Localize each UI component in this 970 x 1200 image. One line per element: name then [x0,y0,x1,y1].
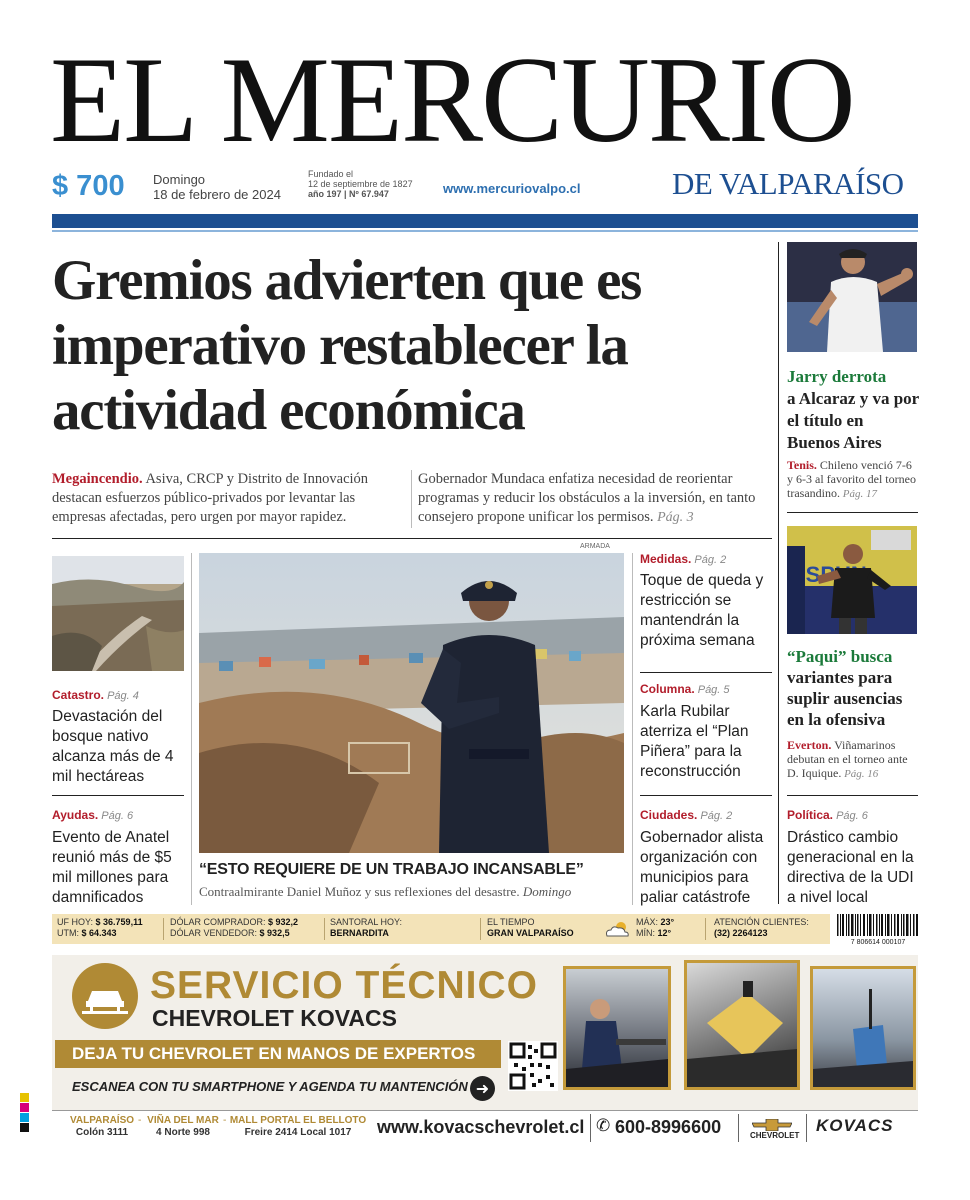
navy-officer-illustration [199,553,624,853]
location-address: 4 Norte 998 [156,1127,210,1138]
info-separator [163,918,164,940]
tennis-photo[interactable] [787,242,917,352]
paqui-headline-rest: variantes para suplir ausencias en la ofensiva [787,668,903,729]
photo-quote[interactable]: “ESTO REQUIERE DE UN TRABAJO INCANSABLE” [199,861,584,878]
utm-label: UTM: [57,928,79,938]
barcode-icon [836,914,920,936]
page-reference: Pág. 2 [697,810,733,822]
main-photo[interactable] [199,553,624,853]
phone-icon: ✆ [596,1116,611,1136]
ad-photo-mechanic [563,966,671,1090]
location-vina [143,1115,223,1139]
catastro-kicker-label: Catastro. [52,688,105,702]
founded-info [308,169,413,199]
photo-caption-text: Contraalmirante Daniel Muñoz y sus reflexiones del desastre. [199,884,520,899]
location-address: Freire 2414 Local 1017 [244,1127,352,1138]
ad-separator [590,1114,591,1142]
section-divider [787,512,918,513]
lead-deck-left [52,470,407,527]
masthead-divider-thin [52,230,918,232]
registration-mark-magenta [20,1103,29,1112]
ad-photo-oil [684,960,800,1090]
tennis-player-illustration [787,242,917,352]
uf-value: $ 36.759,11 [95,917,143,927]
max-value: 23° [660,917,675,927]
columna-kicker-label: Columna. [640,682,695,696]
ad-banner-text: DEJA TU CHEVROLET EN MANOS DE EXPERTOS [72,1044,476,1063]
location-separator: - [223,1115,227,1126]
customer-service-label: ATENCIÓN CLIENTES: [714,917,809,927]
photo-caption [199,884,629,900]
aerial-landscape-illustration [52,556,184,671]
page-reference: Pág. 5 [694,684,730,696]
registration-mark-cyan [20,1113,29,1122]
columna-headline[interactable]: Karla Rubilar aterriza el “Plan Piñera” para la reconstrucción [640,703,749,780]
santoral-label: SANTORAL HOY: [330,917,403,927]
cloud-icon [603,920,631,942]
lead-kicker: Megaincendio. [52,471,143,487]
masthead-divider [52,214,918,228]
location-address: Colón 3111 [75,1127,129,1138]
photo-credit: ARMADA [580,543,610,550]
masthead-subtitle: DE VALPARAÍSO [672,166,904,201]
dolar-comp-value: $ 932,2 [268,917,299,927]
football-photo[interactable] [787,526,917,634]
dolar-info [170,917,298,939]
jarry-deck [787,458,919,501]
ad-divider [52,1110,918,1111]
location-city: VALPARAÍSO [69,1115,135,1126]
year-issue: año 197 | Nº 67.947 [308,189,389,199]
dolar-vend-value: $ 932,5 [259,928,290,938]
section-divider [640,672,772,673]
ayudas-headline[interactable]: Evento de Anatel reunió más de $5 mil millones para damnificados [52,829,172,906]
ad-scan-text: ESCANEA CON TU SMARTPHONE Y AGENDA TU MANTENCIÓN [72,1079,468,1094]
car-lift-icon [72,963,138,1029]
ad-website-link[interactable]: www.kovacschevrolet.cl [377,1117,585,1137]
barcode [836,914,920,944]
page-reference: Pág. 4 [104,690,139,702]
paqui-headline[interactable] [787,646,919,730]
website-link[interactable]: www.mercuriovalpo.cl [443,181,581,196]
chevrolet-brand: CHEVROLET [750,1131,800,1140]
paqui-headline-lead: “Paqui” busca [787,647,893,666]
page-reference: Pág. 6 [98,810,134,822]
lead-deck-left-text: Asiva, CRCP y Distrito de Innovación destacan esfuerzos público-privados por levantar las empresas afectadas, pero urgen por mayor rapidez. [52,471,369,525]
ciudades-kicker-label: Ciudades. [640,808,698,822]
section-divider [640,795,772,796]
ad-separator [806,1114,807,1142]
paqui-deck-text: Viñamarinos debutan en el torneo ante D. Iquique. [787,738,908,780]
location-belloto [228,1115,368,1139]
info-separator [480,918,481,940]
lead-deck-right-text: Gobernador Mundaca enfatiza necesidad de reorientar programas y reducir los obstáculos a la inversión, en tanto consejero propone unificar los permisos. [418,471,756,525]
issue-date [153,172,281,202]
weather-label: EL TIEMPO [487,917,535,927]
uf-utm-info [57,917,143,939]
politica-headline[interactable]: Drástico cambio generacional en la directiva de la UDI a nivel local [787,829,914,906]
burned-forest-photo[interactable] [52,556,184,671]
lead-headline[interactable]: Gremios advierten que es imperativo restablecer la actividad económica [52,249,642,442]
qr-code-icon[interactable] [508,1041,558,1091]
issue-day: Domingo [153,172,206,187]
weather-location: GRAN VALPARAÍSO [487,928,574,938]
page-reference: Pág. 6 [833,810,868,822]
location-valparaiso [62,1115,142,1139]
kovacs-brand: KOVACS [816,1116,894,1135]
ad-separator [738,1114,739,1142]
caption-section: Domingo [519,884,572,899]
medidas-headline[interactable]: Toque de queda y restricción se mantendrán la próxima semana [640,572,764,649]
section-divider [52,538,772,539]
jarry-deck-text: Chileno venció 7-6 y 6-3 al favorito del torneo trasandino. [787,458,916,500]
temperature-info [636,917,674,939]
page-reference: Pág. 2 [691,554,727,566]
deck-divider [411,470,412,528]
customer-service-phone: (32) 2264123 [714,928,768,938]
medidas-kicker [640,552,726,566]
location-city: MALL PORTAL EL BELLOTO [229,1115,367,1126]
jarry-headline-rest: a Alcaraz y va por el título en Buenos Aires [787,389,919,452]
arrow-right-icon[interactable]: ➜ [470,1076,495,1101]
ciudades-kicker [640,808,732,822]
medidas-kicker-label: Medidas. [640,552,692,566]
politica-kicker [787,808,868,822]
masthead-title: EL MERCURIO [50,31,854,168]
santoral-info [330,917,402,939]
page-reference: Pág. 3 [653,510,694,525]
registration-mark-black [20,1123,29,1132]
min-value: 12° [657,928,672,938]
info-separator [324,918,325,940]
page-reference: Pág. 16 [841,768,879,780]
catastro-headline[interactable]: Devastación del bosque nativo alcanza más de 4 mil hectáreas [52,708,174,785]
barcode-number: 7 806614 000107 [850,939,906,946]
ad-subtitle: CHEVROLET KOVACS [152,1005,397,1031]
lead-deck-right [418,470,773,527]
santoral-value: BERNARDITA [330,928,389,938]
section-divider [52,795,184,796]
ayudas-kicker-label: Ayudas. [52,808,99,822]
issue-full-date: 18 de febrero de 2024 [153,187,281,202]
football-coach-illustration [787,526,917,634]
registration-mark-yellow [20,1093,29,1102]
utm-value: $ 64.343 [81,928,117,938]
ciudades-headline[interactable]: Gobernador alista organización con municipios para paliar catástrofe [640,829,764,906]
columna-kicker [640,682,730,696]
weather-info [487,917,574,939]
ad-photo-fluid [810,966,916,1090]
location-city: VIÑA DEL MAR [147,1115,219,1126]
location-separator: - [138,1115,142,1126]
min-label: MÍN: [636,928,655,938]
ad-phone[interactable]: 600-8996600 [615,1117,722,1137]
ad-title: SERVICIO TÉCNICO [150,964,539,1007]
section-divider [787,795,918,796]
cover-price: $ 700 [52,170,125,202]
paqui-deck [787,738,919,781]
ayudas-kicker [52,808,133,822]
paqui-kicker: Everton. [787,738,832,752]
page-reference: Pág. 17 [840,488,877,500]
customer-service-info [714,917,809,939]
dolar-vend-label: DÓLAR VENDEDOR: [170,928,258,938]
column-divider [191,553,192,905]
jarry-headline-lead: Jarry derrota [787,367,887,386]
column-divider [778,242,779,904]
jarry-kicker: Tenis. [787,458,817,472]
dolar-comp-label: DÓLAR COMPRADOR: [170,917,266,927]
catastro-kicker [52,688,139,702]
politica-kicker-label: Política. [787,808,834,822]
jarry-headline[interactable] [787,366,919,454]
uf-label: UF HOY: [57,917,94,927]
founded-line-1: Fundado el [308,169,354,179]
column-divider [632,553,633,905]
max-label: MÁX: [636,917,659,927]
founded-line-2: 12 de septiembre de 1827 [308,179,413,189]
info-separator [705,918,706,940]
